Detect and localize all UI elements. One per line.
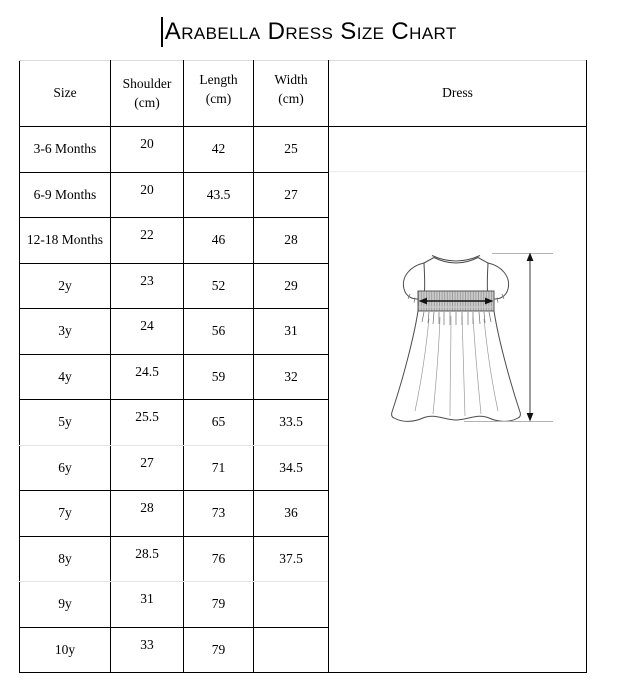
dress-illustration-cell	[329, 127, 587, 673]
length-cell	[184, 309, 254, 355]
shoulder-cell	[111, 582, 184, 628]
shoulder-cell	[111, 309, 184, 355]
shoulder-cell	[111, 354, 184, 400]
size-cell	[20, 127, 111, 173]
header-unit: (cm)	[205, 90, 232, 106]
size-cell	[20, 218, 111, 264]
size-cell	[20, 445, 111, 491]
width-cell	[254, 582, 329, 628]
length-value: 43.5	[206, 186, 231, 202]
length-cell	[184, 445, 254, 491]
width-value: 37.5	[279, 550, 303, 566]
header-label: Length	[199, 72, 238, 88]
col-header-shoulder	[111, 61, 184, 127]
shoulder-value: 31	[140, 591, 154, 607]
header-label: Dress	[442, 85, 473, 101]
length-cell	[184, 627, 254, 673]
width-cell	[254, 445, 329, 491]
length-value: 79	[211, 596, 226, 612]
length-cell	[184, 172, 254, 218]
dress-illustration	[329, 127, 587, 661]
skirt	[392, 311, 521, 421]
length-cell	[184, 536, 254, 582]
shoulder-cell	[111, 127, 184, 173]
shoulder-value: 28.5	[135, 545, 159, 561]
shoulder-value: 27	[140, 454, 154, 470]
size-value: 6y	[58, 459, 72, 475]
shoulder-cell	[111, 627, 184, 673]
width-value: 33.5	[279, 414, 303, 430]
page-title: Arabella Dress Size Chart	[164, 18, 457, 45]
header-label: Width	[274, 72, 308, 88]
size-cell	[20, 400, 111, 446]
shoulder-value: 23	[140, 272, 154, 288]
length-value: 65	[211, 414, 226, 430]
width-value: 25	[284, 141, 298, 157]
width-value: 28	[284, 232, 298, 248]
length-cell	[184, 127, 254, 173]
width-cell	[254, 218, 329, 264]
shoulder-value: 24.5	[135, 363, 159, 379]
size-cell	[20, 309, 111, 355]
width-value: 34.5	[279, 459, 303, 475]
col-header-size	[20, 61, 111, 127]
length-value: 46	[211, 232, 226, 248]
width-cell	[254, 400, 329, 446]
width-value: 29	[284, 277, 298, 293]
width-cell	[254, 172, 329, 218]
header-unit: (cm)	[278, 90, 304, 106]
shoulder-cell	[111, 172, 184, 218]
size-value: 12-18 Months	[26, 232, 104, 248]
size-value: 7y	[58, 505, 72, 521]
size-cell	[20, 536, 111, 582]
size-cell	[20, 172, 111, 218]
width-cell	[254, 309, 329, 355]
length-cell	[184, 218, 254, 264]
shoulder-cell	[111, 218, 184, 264]
length-value: 52	[211, 277, 226, 293]
width-cell	[254, 627, 329, 673]
size-value: 3y	[58, 323, 72, 339]
size-value: 2y	[58, 277, 72, 293]
width-value: 31	[284, 323, 298, 339]
length-cell	[184, 491, 254, 537]
width-value: 27	[284, 186, 298, 202]
width-value: 32	[284, 368, 298, 384]
shoulder-value: 22	[140, 227, 154, 243]
width-cell	[254, 354, 329, 400]
length-cell	[184, 263, 254, 309]
length-value: 73	[211, 505, 226, 521]
length-cell	[184, 354, 254, 400]
width-cell	[254, 536, 329, 582]
width-cell	[254, 491, 329, 537]
length-value: 76	[211, 550, 226, 566]
header-unit: (cm)	[134, 94, 160, 110]
shoulder-cell	[111, 400, 184, 446]
size-cell	[20, 491, 111, 537]
page-title-row	[0, 14, 618, 50]
header-label: Size	[53, 85, 77, 101]
length-value: 42	[211, 141, 226, 157]
header-row	[20, 61, 587, 127]
length-value: 59	[211, 368, 226, 384]
shoulder-cell	[111, 491, 184, 537]
size-value: 8y	[58, 550, 72, 566]
col-header-dress	[329, 61, 587, 127]
size-cell	[20, 582, 111, 628]
col-header-width	[254, 61, 329, 127]
header-label: Shoulder	[122, 76, 172, 92]
size-value: 3-6 Months	[33, 141, 97, 157]
size-value: 9y	[58, 596, 72, 612]
length-cell	[184, 582, 254, 628]
length-cell	[184, 400, 254, 446]
size-chart-table	[19, 60, 587, 673]
col-header-length	[184, 61, 254, 127]
shoulder-cell	[111, 536, 184, 582]
shoulder-value: 20	[140, 136, 154, 152]
size-cell	[20, 263, 111, 309]
shoulder-value: 20	[140, 181, 154, 197]
shoulder-value: 28	[140, 500, 154, 516]
shoulder-value: 33	[140, 636, 154, 652]
bodice	[424, 258, 488, 292]
shoulder-value: 25.5	[135, 409, 159, 425]
length-value: 79	[211, 641, 226, 657]
length-value: 56	[211, 323, 226, 339]
size-value: 4y	[58, 368, 72, 384]
shoulder-value: 24	[140, 318, 154, 334]
size-cell	[20, 627, 111, 673]
width-value: 36	[284, 505, 298, 521]
size-value: 6-9 Months	[33, 186, 97, 202]
shoulder-cell	[111, 445, 184, 491]
width-cell	[254, 263, 329, 309]
size-value: 10y	[54, 641, 76, 657]
table-row	[20, 127, 587, 173]
size-value: 5y	[58, 414, 72, 430]
length-value: 71	[211, 459, 226, 475]
width-cell	[254, 127, 329, 173]
size-cell	[20, 354, 111, 400]
shoulder-cell	[111, 263, 184, 309]
text-caret	[161, 17, 163, 47]
